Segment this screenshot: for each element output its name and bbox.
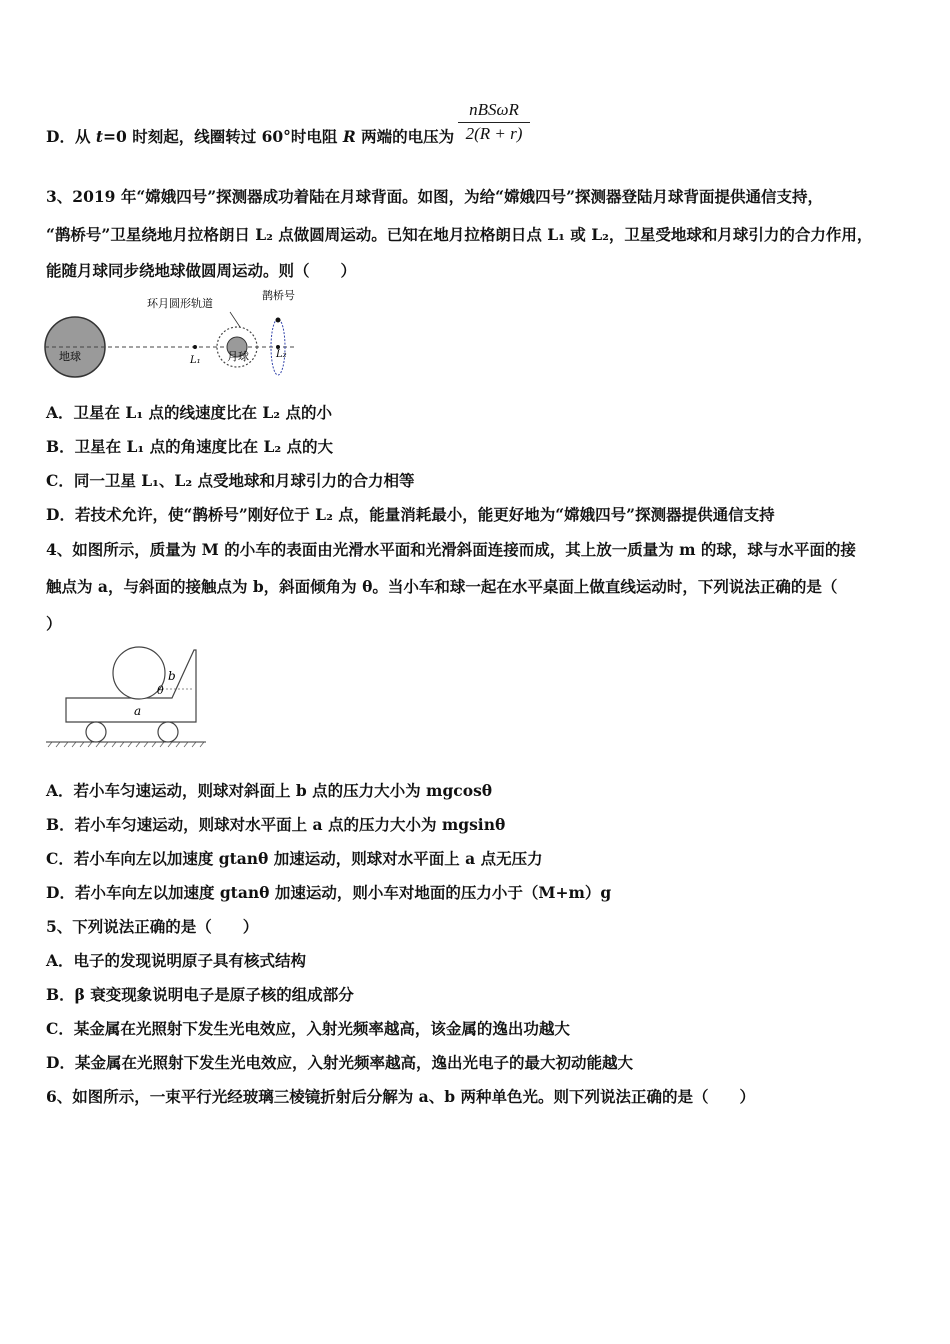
ground-hatch: [48, 742, 204, 747]
fraction-numerator: nBSωR: [469, 100, 519, 119]
voltage-fraction: [458, 100, 530, 144]
q4-stem-line1: 4、如图所示，质量为 M 的小车的表面由光滑水平面和光滑斜面连接而成，其上放一质量为 m 的球，球与水平面的接: [46, 540, 856, 559]
q3-option-c: C．同一卫星 L₁、L₂ 点受地球和月球引力的合力相等: [46, 471, 415, 490]
q4-option-d: D．若小车向左以加速度 gtanθ 加速运动，则小车对地面的压力小于（M+m）g: [46, 883, 612, 902]
queqiao-label: 鹊桥号: [262, 289, 295, 302]
q5-option-d: D．某金属在光照射下发生光电效应，入射光频率越高，逸出光电子的最大初动能越大: [46, 1053, 633, 1072]
l1-point: [193, 345, 197, 349]
cart-ball-diagram: [44, 645, 209, 750]
q3-stem-line3: 能随月球同步绕地球做圆周运动。则（ ）: [46, 261, 357, 280]
fraction-denominator: 2(R + r): [465, 124, 523, 143]
label-b: b: [168, 669, 176, 683]
orbit-label-pointer: [230, 312, 240, 327]
q3-stem-line1: 3、2019 年“嫦娥四号”探测器成功着陆在月球背面。如图，为给“嫦娥四号”探测器登陆月球背面提供通信支持，: [46, 187, 823, 206]
q4-stem-line2: 触点为 a，与斜面的接触点为 b，斜面倾角为 θ。当小车和球一起在水平桌面上做直线运动时，下列说法正确的是（: [46, 577, 838, 596]
q5-stem: 5、下列说法正确的是（ ）: [46, 917, 259, 936]
moon-label: 月球: [227, 350, 249, 363]
q4-stem-line3: ）: [46, 614, 62, 633]
q3-option-d: D．若技术允许，使“鹊桥号”刚好位于 L₂ 点，能量消耗最小，能更好地为“嫦娥四号”探测器提供通信支持: [46, 505, 775, 524]
queqiao-satellite: [276, 318, 281, 323]
l1-label: L₁: [190, 355, 201, 366]
orbit-label: 环月圆形轨道: [147, 297, 213, 310]
q3-option-a: A．卫星在 L₁ 点的线速度比在 L₂ 点的小: [46, 403, 332, 422]
q5-option-c: C．某金属在光照射下发生光电效应，入射光频率越高，该金属的逸出功越大: [46, 1019, 570, 1038]
q4-option-a: A．若小车匀速运动，则球对斜面上 b 点的压力大小为 mgcosθ: [46, 781, 493, 800]
q6-stem: 6、如图所示，一束平行光经玻璃三棱镜折射后分解为 a、b 两种单色光。则下列说法正确的是（ ）: [46, 1087, 755, 1106]
prev-option-d: D．从 t=0 时刻起，线圈转过 60°时电阻 R 两端的电压为: [46, 127, 455, 146]
wheel-right: [158, 722, 178, 742]
q3-stem-line2: “鹊桥号”卫星绕地月拉格朗日 L₂ 点做圆周运动。已知在地月拉格朗日点 L₁ 或 L₂，卫星受地球和月球引力的合力作用，: [46, 225, 873, 244]
q5-option-b: B．β 衰变现象说明电子是原子核的组成部分: [46, 985, 354, 1004]
label-theta: θ: [157, 684, 164, 697]
earth-moon-diagram: [40, 285, 310, 385]
q3-option-b: B．卫星在 L₁ 点的角速度比在 L₂ 点的大: [46, 437, 334, 456]
q5-option-a: A．电子的发现说明原子具有核式结构: [46, 951, 307, 970]
label-a: a: [134, 704, 142, 718]
wheel-left: [86, 722, 106, 742]
l2-label: L₂: [276, 349, 287, 360]
earth-label: 地球: [59, 350, 81, 363]
q4-option-b: B．若小车匀速运动，则球对水平面上 a 点的压力大小为 mgsinθ: [46, 815, 506, 834]
q4-option-c: C．若小车向左以加速度 gtanθ 加速运动，则球对水平面上 a 点无压力: [46, 849, 543, 868]
